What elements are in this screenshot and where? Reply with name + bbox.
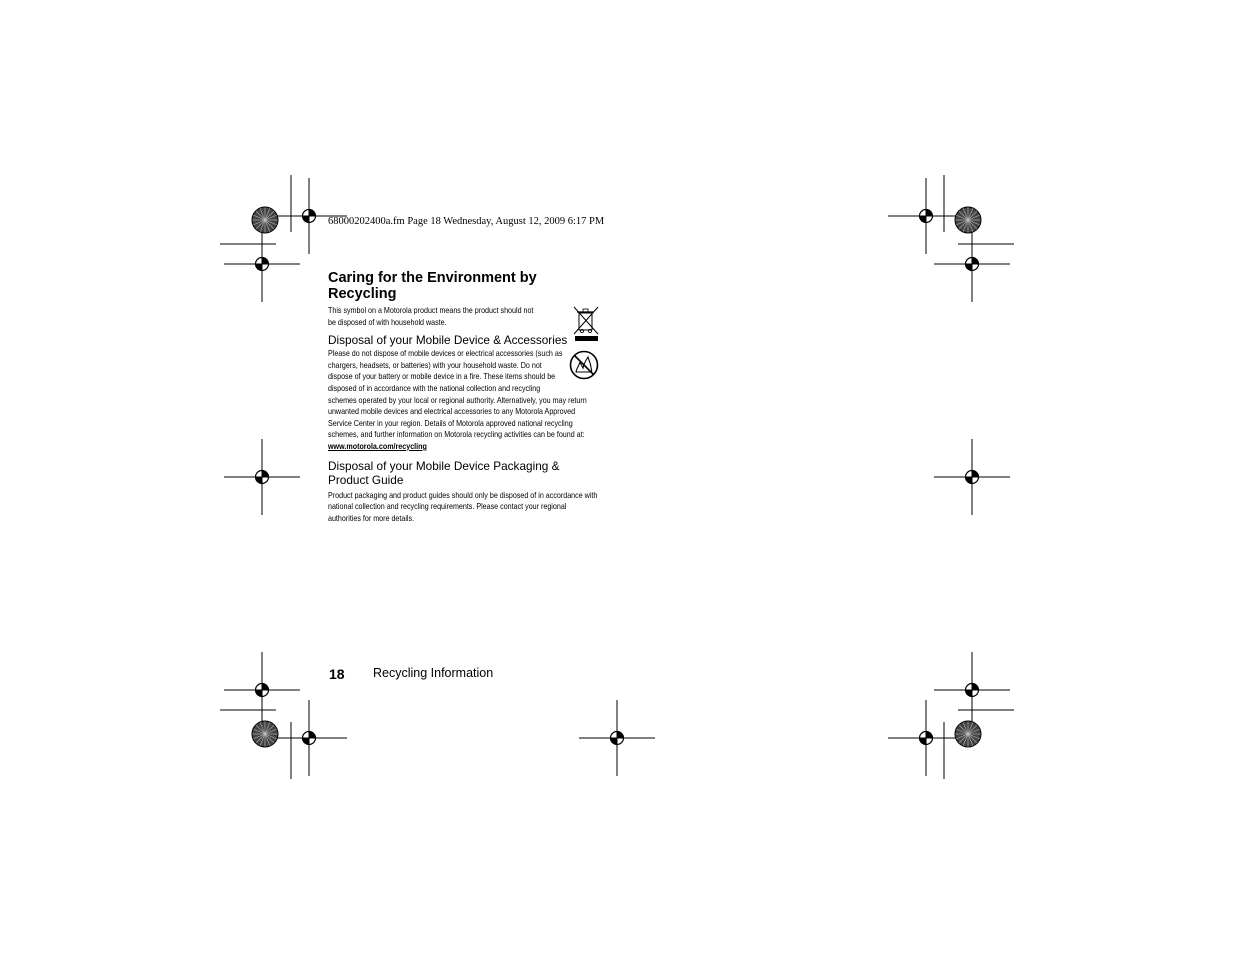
page-title: Caring for the Environment by Recycling <box>328 270 537 302</box>
file-slug: 68000202400a.fm Page 18 Wednesday, August 12, 2009 6:17 PM <box>328 216 605 227</box>
section2-heading: Disposal of your Mobile Device Packaging & Product Guide <box>328 458 560 487</box>
section2-body <box>328 490 600 525</box>
no-fire-icon <box>568 349 600 381</box>
section1-line: disposed of in accordance with the national collection and recycling <box>328 382 541 393</box>
section1-line: Please do not dispose of mobile devices or electrical accessories (such as <box>328 348 563 359</box>
section1-line: Service Center in your region. Details of Motorola approved national recycling <box>328 417 573 428</box>
section1-line: chargers, headsets, or batteries) with your household waste. Do not <box>328 359 542 370</box>
page-number: 18 <box>329 666 345 682</box>
section2-line: national collection and recycling requirements. Please contact your regional <box>328 501 567 512</box>
section1-line: unwanted mobile devices and electrical accessories to any Motorola Approved <box>328 406 576 417</box>
main-content <box>328 270 600 524</box>
section2-line: authorities for more details. <box>328 512 415 523</box>
section1-line: schemes operated by your local or regional authority. Alternatively, you may return <box>328 394 587 405</box>
crossed-out-wheelie-bin-icon <box>571 305 601 343</box>
section2-line: Product packaging and product guides should only be disposed of in accordance with <box>328 489 598 500</box>
recycling-link[interactable]: www.motorola.com/recycling <box>328 440 427 451</box>
section1-line: schemes, and further information on Motorola recycling activities can be found at: <box>328 429 585 440</box>
section1-body <box>328 348 600 452</box>
symbol-description: This symbol on a Motorola product means the product should not be disposed of with household waste. <box>328 305 534 327</box>
section1-line: dispose of your battery or mobile device in a fire. These items should be <box>328 371 556 382</box>
section-name: Recycling Information <box>373 666 494 680</box>
section1-heading: Disposal of your Mobile Device & Accessories <box>328 333 568 348</box>
